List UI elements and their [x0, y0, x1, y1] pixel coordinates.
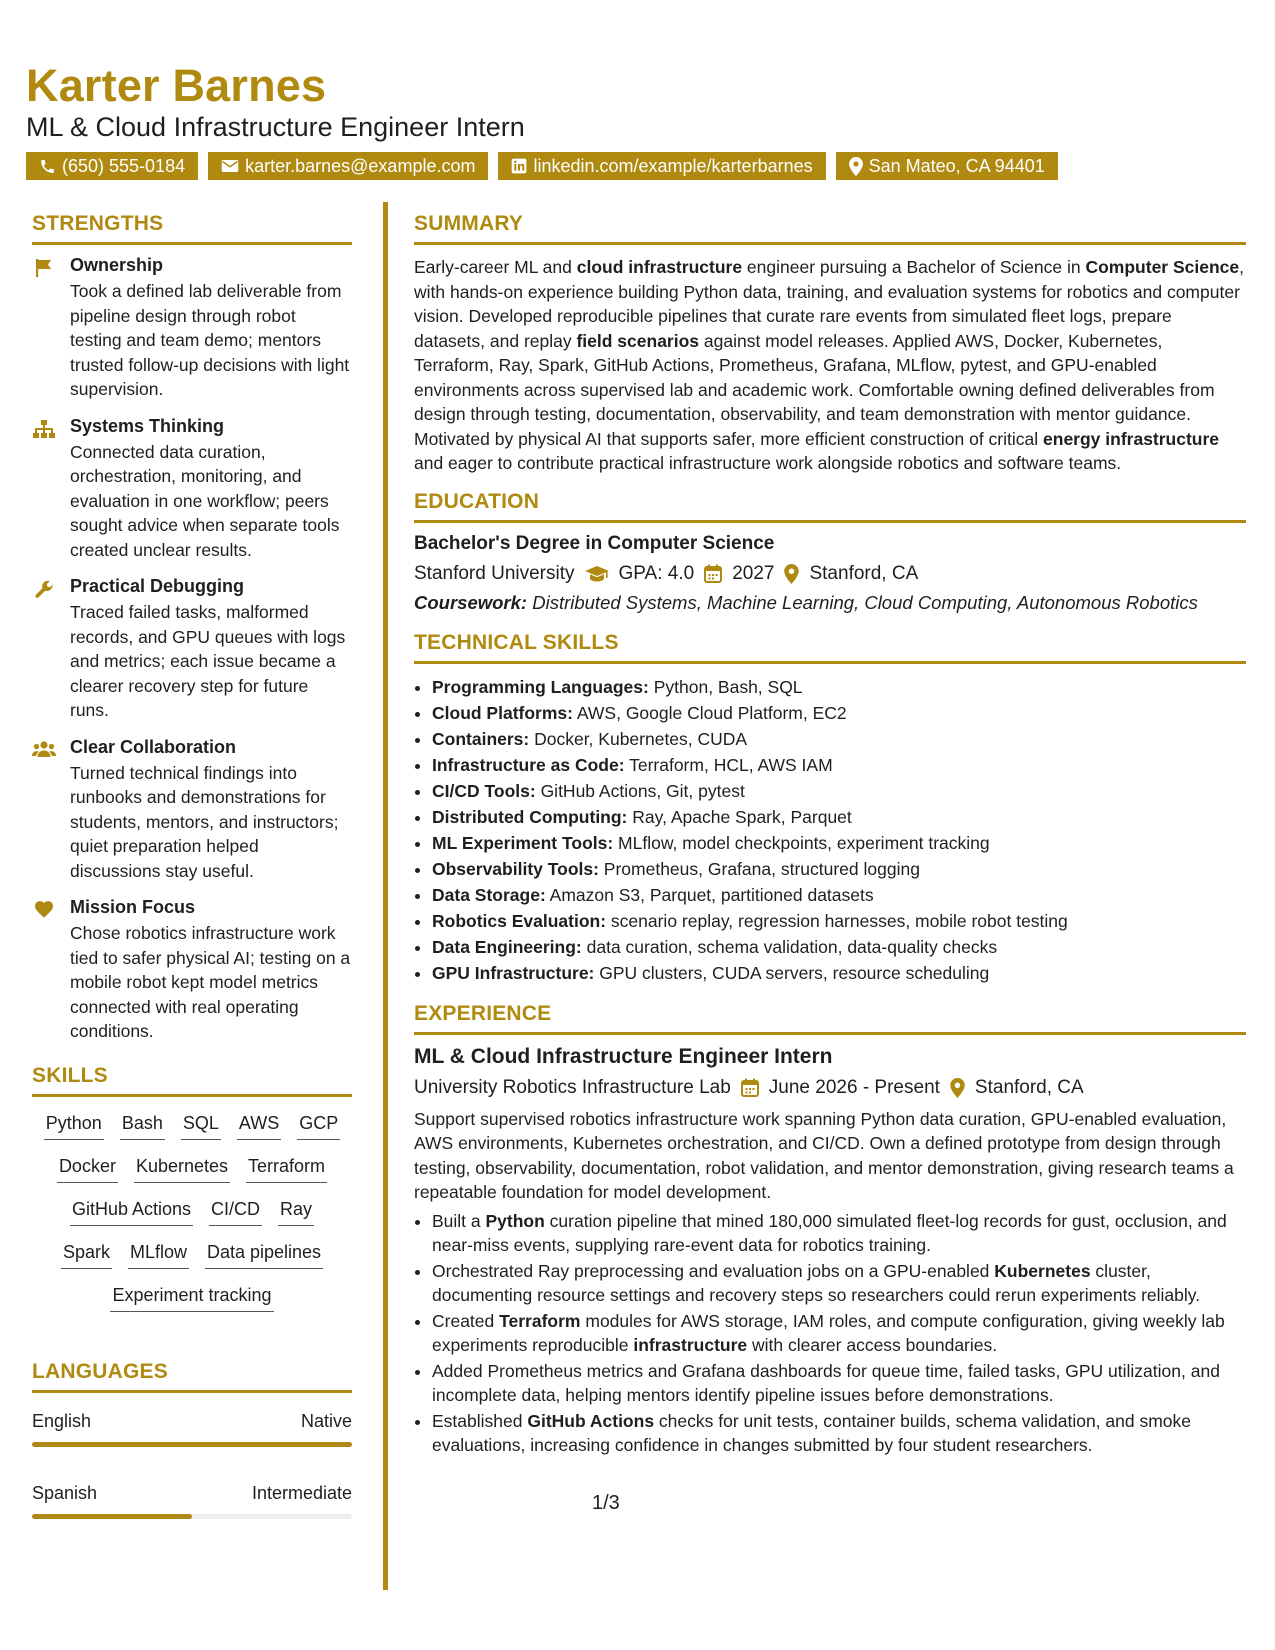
- strength-desc: Took a defined lab deliverable from pipeline design through robot testing and team demo; mentors trusted follow-up decisions with light supervision.: [70, 281, 350, 399]
- list-item: • Distributed Computing: Ray, Apache Spark, Parquet: [432, 804, 1246, 830]
- list-item: • Established GitHub Actions checks for unit tests, container builds, schema validation, and smoke evaluations, increasing confidence in changes submitted by four student researchers.: [432, 1409, 1246, 1457]
- experience-heading: EXPERIENCE: [414, 1002, 1246, 1035]
- strength-title: Mission Focus: [70, 897, 196, 917]
- contact-location: [836, 152, 1058, 180]
- education-degree: Bachelor's Degree in Computer Science: [414, 532, 775, 554]
- language-bar-fill: [32, 1442, 352, 1447]
- education-coursework: [414, 591, 1246, 615]
- map-pin-icon: [849, 157, 863, 176]
- right-column: [414, 212, 1246, 1459]
- strength-title: Clear Collaboration: [70, 736, 237, 757]
- summary-heading: SUMMARY: [414, 212, 1246, 245]
- strength-desc: Traced failed tasks, malformed records, and GPU queues with logs and metrics; each issue became a clearer recovery step for future runs.: [70, 602, 346, 720]
- skill-tag: Experiment tracking: [110, 1283, 273, 1312]
- list-item: • Infrastructure as Code: Terraform, HCL, AWS IAM: [432, 752, 1246, 778]
- job-bullets: [414, 1209, 1246, 1457]
- language-name: English: [32, 1410, 92, 1431]
- skill-tag: Data pipelines: [205, 1240, 323, 1269]
- list-item: • Cloud Platforms: AWS, Google Cloud Platform, EC2: [432, 700, 1246, 726]
- skill-tag: Docker: [57, 1154, 118, 1183]
- education-year: 2027: [732, 562, 775, 584]
- list-item: • Data Engineering: data curation, schema validation, data-quality checks: [432, 934, 1246, 960]
- candidate-name: Karter Barnes: [26, 60, 327, 111]
- skill-tag: CI/CD: [209, 1197, 262, 1226]
- strength-item: [32, 897, 352, 1044]
- contact-linkedin-text: linkedin.com/example/karterbarnes: [533, 156, 813, 176]
- skill-tag: SQL: [181, 1111, 221, 1140]
- languages-heading: LANGUAGES: [32, 1360, 352, 1393]
- list-item: • Containers: Docker, Kubernetes, CUDA: [432, 726, 1246, 752]
- flag-icon: [32, 255, 56, 402]
- technical-skills-list: [414, 674, 1246, 986]
- contact-email[interactable]: [208, 152, 488, 180]
- job-org: University Robotics Infrastructure Lab: [414, 1076, 731, 1098]
- list-item: • Robotics Evaluation: scenario replay, regression harnesses, mobile robot testing: [432, 908, 1246, 934]
- summary-text: Early-career ML and cloud infrastructure engineer pursuing a Bachelor of Science in Computer Science, with hands-on experience building Python data, training, and evaluation systems for robotics and computer vision. Developed reproducible pipelines that curate rare events from simulated fleet logs, prepare datasets, and replay field scenarios against model releases. Applied AWS, Docker, Kubernetes, Terraform, Ray, Spark, GitHub Actions, Prometheus, Grafana, MLflow, pytest, and GPU-enabled environments across supervised lab and academic work. Comfortable owning defined deliverables from design through testing, documentation, observability, and team demonstration with mentor guidance. Motivated by physical AI that supports safer, more efficient construction of critical energy infrastructure and eager to contribute practical infrastructure work alongside robotics and software teams.: [414, 257, 1245, 473]
- job-title: ML & Cloud Infrastructure Engineer Intern: [414, 1044, 833, 1068]
- graduation-cap-icon: [585, 565, 609, 583]
- job-meta: [414, 1077, 1246, 1099]
- skill-tag: Ray: [278, 1197, 314, 1226]
- sitemap-icon: [32, 416, 56, 563]
- technical-skills-heading: TECHNICAL SKILLS: [414, 631, 1246, 664]
- coursework-list: Distributed Systems, Machine Learning, Cloud Computing, Autonomous Robotics: [527, 591, 1198, 613]
- skill-tag: Python: [44, 1111, 104, 1140]
- strength-desc: Chose robotics infrastructure work tied to safer physical AI; testing on a mobile robot kept model metrics connected with real operating conditions.: [70, 923, 351, 1041]
- calendar-icon: [704, 564, 722, 583]
- list-item: • Orchestrated Ray preprocessing and evaluation jobs on a GPU-enabled Kubernetes cluster, documenting resource settings and recovery steps so researchers could rerun experiments reliably.: [432, 1259, 1246, 1307]
- skill-tag: Bash: [120, 1111, 165, 1140]
- phone-icon: [39, 158, 56, 175]
- skill-tag: Terraform: [246, 1154, 327, 1183]
- coursework-label: Coursework:: [414, 591, 528, 613]
- language-item: [32, 1411, 352, 1447]
- job-location: Stanford, CA: [974, 1076, 1084, 1098]
- language-name: Spanish: [32, 1482, 98, 1503]
- list-item: • CI/CD Tools: GitHub Actions, Git, pytest: [432, 778, 1246, 804]
- map-pin-icon: [950, 1078, 965, 1098]
- skill-tags: [32, 1107, 352, 1312]
- contact-phone-text: (650) 555-0184: [62, 156, 186, 176]
- strength-item: [32, 576, 352, 723]
- strength-item: [32, 416, 352, 563]
- contact-linkedin[interactable]: [498, 152, 825, 180]
- users-icon: [32, 737, 56, 884]
- education-gpa: GPA: 4.0: [618, 562, 695, 584]
- skills-heading: SKILLS: [32, 1064, 352, 1097]
- education-location: Stanford, CA: [809, 562, 919, 584]
- wrench-icon: [32, 576, 56, 723]
- candidate-title: ML & Cloud Infrastructure Engineer Intern: [26, 112, 525, 142]
- language-level: Intermediate: [251, 1482, 352, 1503]
- strength-desc: Connected data curation, orchestration, monitoring, and evaluation in one workflow; peers sought advice when separate tools created unclear results.: [70, 441, 340, 560]
- skill-tag: GCP: [297, 1111, 340, 1140]
- envelope-icon: [221, 158, 239, 174]
- job-dates: June 2026 - Present: [768, 1076, 940, 1098]
- list-item: • Programming Languages: Python, Bash, SQL: [432, 674, 1246, 700]
- language-bar: [32, 1514, 352, 1519]
- column-divider: [383, 202, 388, 1590]
- language-item: [32, 1483, 352, 1519]
- skill-tag: GitHub Actions: [70, 1197, 193, 1226]
- list-item: • Data Storage: Amazon S3, Parquet, partitioned datasets: [432, 882, 1246, 908]
- language-bar-fill: [32, 1514, 192, 1519]
- page-number: 1/3: [592, 1492, 620, 1514]
- list-item: • Added Prometheus metrics and Grafana dashboards for queue time, failed tasks, GPU utilization, and incomplete data, helping mentors identify pipeline issues before demonstrations.: [432, 1359, 1246, 1407]
- left-column: [32, 212, 352, 1541]
- education-heading: EDUCATION: [414, 490, 1246, 523]
- strength-item: [32, 255, 352, 402]
- contact-email-text: karter.barnes@example.com: [245, 156, 476, 176]
- list-item: • ML Experiment Tools: MLflow, model checkpoints, experiment tracking: [432, 830, 1246, 856]
- job-intro: Support supervised robotics infrastructure work spanning Python data curation, GPU-enabled evaluation, AWS environments, Kubernetes orchestration, and CI/CD. Own a defined prototype from design through testing, observability, documentation, robot validation, and mentor demonstration, giving research teams a repeatable foundation for model development.: [414, 1108, 1234, 1202]
- list-item: • Created Terraform modules for AWS storage, IAM roles, and compute configuration, giving weekly lab experiments reproducible infrastructure with clearer access boundaries.: [432, 1309, 1246, 1357]
- contact-location-text: San Mateo, CA 94401: [868, 156, 1045, 176]
- list-item: • Observability Tools: Prometheus, Grafana, structured logging: [432, 856, 1246, 882]
- list-item: • GPU Infrastructure: GPU clusters, CUDA servers, resource scheduling: [432, 960, 1246, 986]
- language-level: Native: [300, 1410, 352, 1431]
- list-item: • Built a Python curation pipeline that mined 180,000 simulated fleet-log records for gust, occlusion, and near-miss events, supplying rare-event data for robotics training.: [432, 1209, 1246, 1257]
- calendar-icon: [741, 1078, 759, 1097]
- education-school: Stanford University: [414, 562, 575, 584]
- skill-tag: MLflow: [128, 1240, 189, 1269]
- strength-title: Practical Debugging: [70, 576, 245, 596]
- skill-tag: Kubernetes: [134, 1154, 230, 1183]
- language-bar: [32, 1442, 352, 1447]
- strength-desc: Turned technical findings into runbooks and demonstrations for students, mentors, and instructors; quiet preparation helped discussions stay useful.: [70, 762, 339, 881]
- contact-bar: [26, 152, 1058, 180]
- linkedin-icon: [511, 158, 527, 174]
- skill-tag: AWS: [237, 1111, 281, 1140]
- heart-icon: [32, 897, 56, 1044]
- education-meta: [414, 563, 1246, 585]
- map-pin-icon: [784, 564, 799, 584]
- strength-title: Systems Thinking: [70, 415, 225, 436]
- strengths-heading: STRENGTHS: [32, 212, 352, 245]
- strength-title: Ownership: [70, 255, 164, 275]
- strength-item: [32, 737, 352, 884]
- skill-tag: Spark: [61, 1240, 112, 1269]
- contact-phone[interactable]: [26, 152, 198, 180]
